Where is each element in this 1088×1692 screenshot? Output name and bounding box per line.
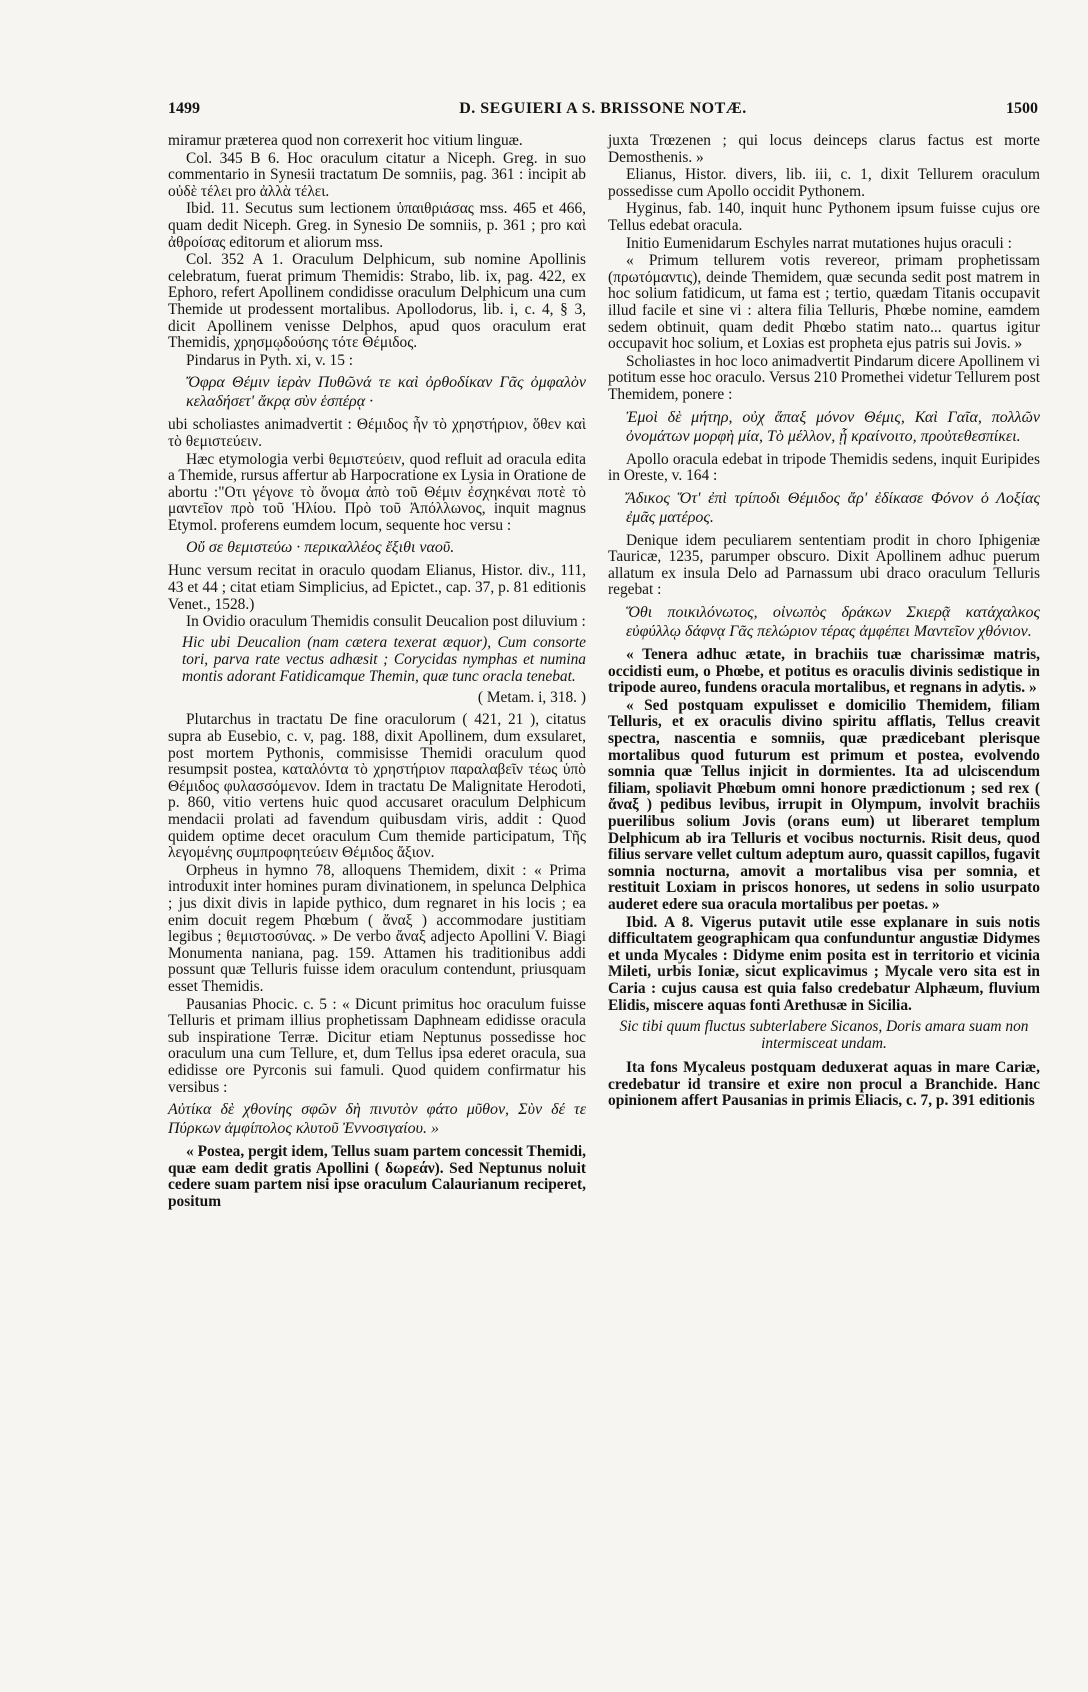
paragraph: Apollo oracula edebat in tripode Themidis sedens, inquit Euripides in Oreste, v. 164 : xyxy=(608,450,1040,485)
paragraph: Plutarchus in tractatu De fine oraculorum ( 421, 21 ), citatus supra ab Eusebio, c. v, pag. 188, dixit Apollinem, dum exsularet, post mortem Pythonis, commisisse Themidi oraculum quod resumpsit postea, καταλόντα τὸ χρηστήριον παραλαβεῖν τέως ὑπὸ Θέμιδος φυλασσόμενον. Idem in tractatu De Malignitate Herodoti, p. 860, vitio vertens huic quod accusaret oraculum Delphicum mendacii prolati ad favendum quibusdam viris, addit : Quod quidem optime decet oraculum Cum themide participatum, Τῆς λεγομένης συμπροφητεύειν Θέμιδος ἄξιον. xyxy=(168,711,586,862)
right-column xyxy=(608,133,1040,1111)
paragraph: ubi scholiastes animadvertit : Θέμιδος ἦν τὸ χρηστήριον, ὅθεν καὶ τὸ θεμιστεύειν. xyxy=(168,416,586,450)
paragraph: miramur præterea quod non correxerit hoc vitium linguæ. xyxy=(168,132,523,149)
paragraph: Ita fons Mycaleus postquam deduxerat aquas in mare Cariæ, credebatur id transire et exire non procul a Branchide. Hanc opinionem affert Pausanias in primis Eliacis, c. 7, p. 391 editionis xyxy=(608,1059,1040,1110)
paragraph: « Primum tellurem votis revereor, primam prophetissam (πρωτόμαντις), deinde Themidem, quæ secunda sedit post matrem in hoc solium fatidicum, ut fama est ; tertio, quædam Titanis occupavit illud facile et sine vi : altera filia Telluris, Phœbe nomine, eamdem sedem obtinuit, quam dedit Phœbo statim nato... quartus igitur occupavit hoc solium, et Loxias est propheta ejus patris sui Jovis. » xyxy=(608,252,1040,353)
paragraph: Pindarus in Pyth. xi, v. 15 : xyxy=(186,351,354,369)
paragraph: Ibid. 11. Secutus sum lectionem ὑπαιθριάσας mss. 465 et 466, quam dedit Niceph. Greg. in Synesio De somniis, p. 361 ; pro καὶ ἀθροίσας editorum et aliorum mss. xyxy=(168,200,586,251)
paragraph: juxta Trœzenen ; qui locus deinceps clarus factus est morte Demosthenis. » xyxy=(608,132,1040,166)
paragraph: Αὐτίκα δὲ χθονίης σφῶν δὴ πινυτὸν φάτο μῦθον, Σὺν δέ τε Πύρκων ἀμφίπολος κλυτοῦ Ἐννοσιγαίου. » xyxy=(168,1101,586,1138)
paragraph: Ὅθι ποικιλόνωτος, οἰνωπὸς δράκων Σκιερᾷ κατάχαλκος εὐφύλλῳ δάφνᾳ Γᾶς πελώριον τέρας ἀμφέπει Μαντεῖον χθόνιον. xyxy=(626,604,1040,641)
paragraph: « Postea, pergit idem, Tellus suam partem concessit Themidi, quæ eam dedit gratis Apollini ( δωρεάν). Sed Neptunus noluit cedere suam partem nisi ipse oraculum Calaurianum reciperet, positum xyxy=(168,1143,586,1210)
paragraph: In Ovidio oraculum Themidis consulit Deucalion post diluvium : xyxy=(186,613,586,631)
paragraph: Sic tibi quum fluctus subterlabere Sicanos, Doris amara suam non intermisceat undam. xyxy=(619,1018,1029,1053)
paragraph: Ὄφρα Θέμιν ἱερὰν Πυθῶνά τε καὶ ὀρθοδίκαν Γᾶς ὀμφαλὸν κελαδήσετ' ἄκρᾳ σὺν ἑσπέρᾳ · xyxy=(186,374,586,411)
paragraph: Elianus, Histor. divers, lib. iii, c. 1, dixit Tellurem oraculum possedisse cum Apollo occidit Pythonem. xyxy=(608,166,1040,200)
paragraph: « Sed postquam expulisset e domicilio Themidem, filiam Telluris, et ex oraculis divino spiritu afflatis, Tellus creavit spectra, nascentia e somniis, quæ prædicebant plerisque mortalibus quod futurum est primum et postea, evolvendo somnia quæ Tellus injicit in dormientes. Ita ad ulciscendum filiam, spoliavit Phœbum omni honore prædictionum ; sed rex ( ἄναξ ) pedibus levibus, irrupit in Olympum, involvit brachiis puerilibus solium Jovis (orans eum) ut liberaret templum Delphicum ab ira Telluris et vocibus nocturnis. Risit deus, quod filius servare vellet cultum adeptum auro, quassit capillos, fugavit somnia nocturna, amovit a mortalibus visa per somnia, et restituit Loxiam in priscos honores, ut sedens in solio usurpato auderet edere sua oracula mortalibus per poetas. » xyxy=(608,696,1040,913)
paragraph: Hic ubi Deucalion (nam cætera texerat æquor), Cum consorte tori, parva rate vectus adhæsit ; Corycidas nymphas et numina montis adorant Fatidicamque Themin, quæ tunc oracla tenebat. xyxy=(182,633,586,685)
page-number-left: 1499 xyxy=(168,100,200,117)
paragraph: Ἐμοὶ δὲ μήτηρ, οὐχ ἅπαξ μόνον Θέμις, Καὶ Γαῖα, πολλῶν ὀνομάτων μορφὴ μία, Τὸ μέλλον, ᾗ κραίνοιτο, προὐτεθεσπίκει. xyxy=(626,408,1040,445)
paragraph: Scholiastes in hoc loco animadvertit Pindarum dicere Apollinem vi potitum esse hoc oraculo. Versus 210 Promethei videtur Tellurem post Themidem, ponere : xyxy=(608,352,1040,403)
paragraph: Col. 352 A 1. Oraculum Delphicum, sub nomine Apollinis celebratum, fuerat primum Themidis: Strabo, lib. ix, pag. 422, ex Ephoro, refert Apollinem condidisse oraculum Delphicum una cum Themide ut prodessent mortalibus. Apollodorus, lib. i, c. 4, § 3, dicit Apollinem venisse Delphos, apud quos oraculum erat Themidis, χρησμῳδούσης τότε Θέμιδος. xyxy=(168,251,586,352)
paragraph: Hæc etymologia verbi θεμιστεύειν, quod refluit ad oracula edita a Themide, rursus affertur ab Harpocratione ex Lysia in Oratione de abortu :"Οτι γέγονε τὸ ὄνομα ἀπὸ τοῦ Θέμιν ἐσχηκέναι ποτὲ τὸ μαντεῖον πρὸ τοῦ Ἡλίου. Πρὸ τοῦ Ἀπόλλωνος, inquit magnus Etymol. proferens eumdem locum, sequente hoc versu : xyxy=(168,450,586,534)
paragraph: ( Metam. i, 318. ) xyxy=(477,688,586,706)
paragraph: Οὔ σε θεμιστεύω · περικαλλέος ἔξιθι ναοῦ. xyxy=(186,539,455,557)
paragraph: Hunc versum recitat in oraculo quodam Elianus, Histor. div., 111, 43 et 44 ; citat etiam Simplicius, ad Epictet., cap. 37, p. 81 editionis Venet., 1528.) xyxy=(168,562,586,613)
paragraph: Orpheus in hymno 78, alloquens Themidem, dixit : « Prima introduxit inter homines puram divinationem, in spelunca Delphica ; jus dixit divis in lapide pythico, dum regnaret in his locis ; ea enim docuit regem Phœbum ( ἄναξ ) accommodare justitiam legibus ; θεμιστοσύνας. » De verbo ἄναξ adjecto Apollini V. Biagi Monumenta naniana, pag. 159. Attamen his traditionibus addi possunt quæ Telluris fuisse idem oraculum contendunt, priusquam esset Themidis. xyxy=(168,861,586,995)
paragraph: Hyginus, fab. 140, inquit hunc Pythonem ipsum fuisse cujus ore Tellus edebat oracula. xyxy=(608,200,1040,234)
paragraph: Ibid. A 8. Vigerus putavit utile esse explanare in suis notis difficultatem geographicam qua confunduntur angustiæ Didymes et unda Mycales : Didyme enim posita est in territorio et vicinia Mileti, urbis Ioniæ, sicut explicavimus ; Mycale vero sita est in Caria : cujus causa est quia falso credebatur Alphæum, fluvium Elidis, miscere aquas fonti Arethusæ in Sicilia. xyxy=(608,913,1040,1014)
paragraph: Denique idem peculiarem sententiam prodit in choro Iphigeniæ Tauricæ, 1235, parumper obscuro. Dixit Apollinem adhuc puerum allatum ex insula Delo ad Parnassum ubi draco oraculum Telluris regebat : xyxy=(608,531,1040,599)
paragraph: Initio Eumenidarum Eschyles narrat mutationes hujus oraculi : xyxy=(626,234,1012,252)
paragraph: Col. 345 B 6. Hoc oraculum citatur a Niceph. Greg. in suo commentario in Synesii tractatum De somniis, pag. 361 : incipit ab οὐδὲ τέλει pro ἀλλὰ τέλει. xyxy=(168,149,586,200)
running-header xyxy=(168,100,1038,122)
paragraph: Pausanias Phocic. c. 5 : « Dicunt primitus hoc oraculum fuisse Telluris et primam illius prophetissam Daphneam edidisse oracula sub inspiratione Terræ. Dicitur etiam Neptunus possedisse hoc oraculum una cum Tellure, et, dum Tellus ipsa ederet oracula, sua edidisse ore Pyrconis sui famuli. Quod quidem confirmatur his versibus : xyxy=(168,995,586,1096)
left-column xyxy=(168,133,586,1211)
page-number-right: 1500 xyxy=(1006,100,1038,117)
paragraph: « Tenera adhuc ætate, in brachiis tuæ charissimæ matris, occidisti eum, o Phœbe, et potitus es oraculis divinis sedistique in tripode aureo, fundens oracula mortalibus, et regnans in adytis. » xyxy=(608,646,1040,697)
running-title: D. SEGUIERI A S. BRISSONE NOTÆ. xyxy=(459,100,747,117)
paragraph: Ἄδικος Ὅτ' ἐπὶ τρίποδι Θέμιδος ἄρ' ἐδίκασε Φόνον ὁ Λοξίας ἐμᾶς ματέρος. xyxy=(626,489,1040,526)
